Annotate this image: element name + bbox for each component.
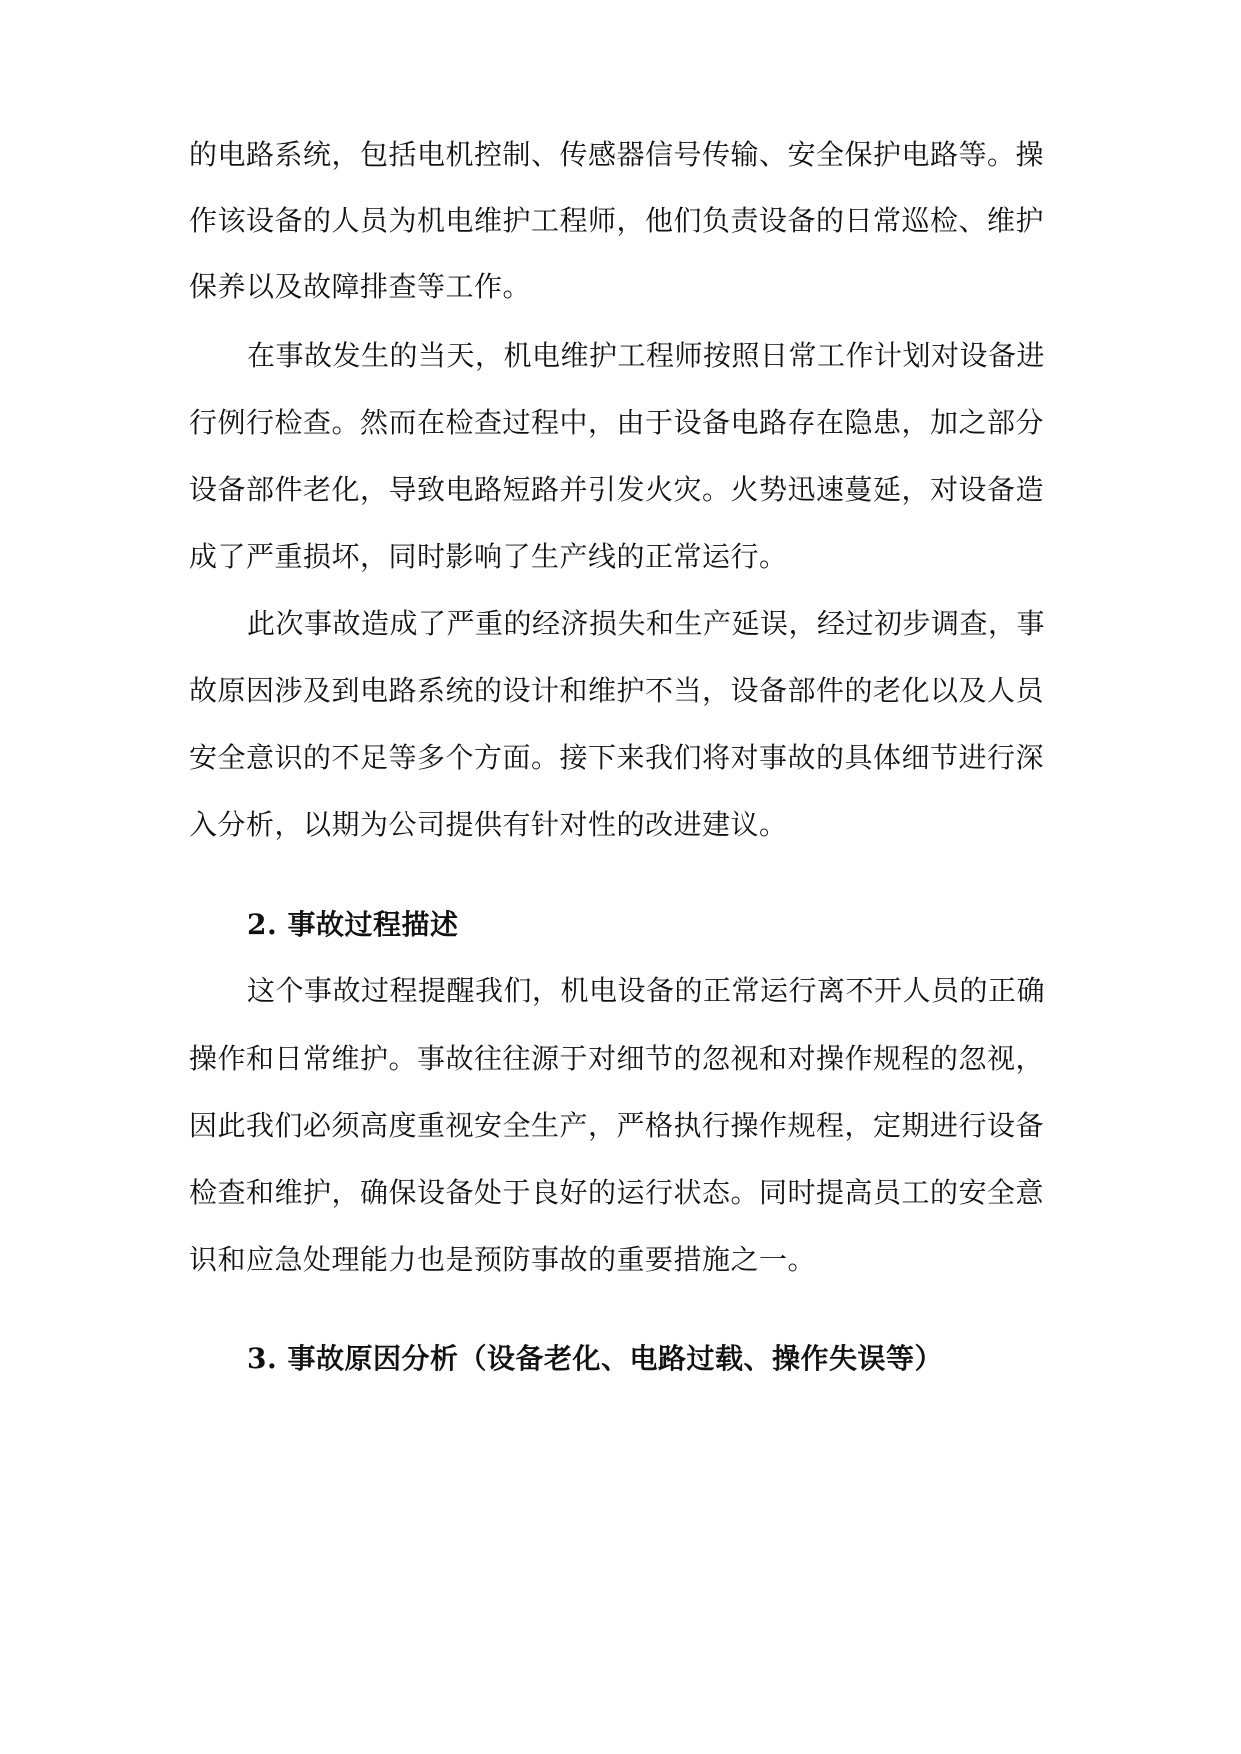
paragraph-line: 这个事故过程提醒我们，机电设备的正常运行离不开人员的正确	[247, 974, 1046, 1007]
paragraph-line: 此次事故造成了严重的经济损失和生产延误，经过初步调查，事	[247, 607, 1046, 640]
paragraph-line: 安全意识的不足等多个方面。接下来我们将对事故的具体细节进行深	[189, 741, 1045, 774]
paragraph-line: 作该设备的人员为机电维护工程师，他们负责设备的日常巡检、维护	[189, 204, 1045, 237]
paragraph-line: 设备部件老化，导致电路短路并引发火灾。火势迅速蔓延，对设备造	[189, 473, 1045, 506]
paragraph-line: 在事故发生的当天，机电维护工程师按照日常工作计划对设备进	[247, 339, 1046, 372]
paragraph-line: 的电路系统，包括电机控制、传感器信号传输、安全保护电路等。操	[189, 138, 1045, 171]
paragraph-line: 故原因涉及到电路系统的设计和维护不当，设备部件的老化以及人员	[189, 674, 1045, 707]
paragraph-line: 因此我们必须高度重视安全生产，严格执行操作规程，定期进行设备	[189, 1109, 1045, 1142]
paragraph-line: 成了严重损坏，同时影响了生产线的正常运行。	[189, 540, 788, 573]
paragraph-line: 入分析，以期为公司提供有针对性的改进建议。	[189, 808, 788, 841]
paragraph-line: 操作和日常维护。事故往往源于对细节的忽视和对操作规程的忽视，	[189, 1042, 1045, 1075]
paragraph-line: 行例行检查。然而在检查过程中，由于设备电路存在隐患，加之部分	[189, 406, 1045, 439]
section-heading: 2. 事故过程描述	[247, 908, 459, 941]
paragraph-line: 保养以及故障排查等工作。	[189, 270, 532, 303]
paragraph-line: 检查和维护，确保设备处于良好的运行状态。同时提高员工的安全意	[189, 1176, 1045, 1209]
section-heading: 3. 事故原因分析（设备老化、电路过载、操作失误等）	[247, 1342, 943, 1375]
paragraph-line: 识和应急处理能力也是预防事故的重要措施之一。	[189, 1243, 817, 1276]
